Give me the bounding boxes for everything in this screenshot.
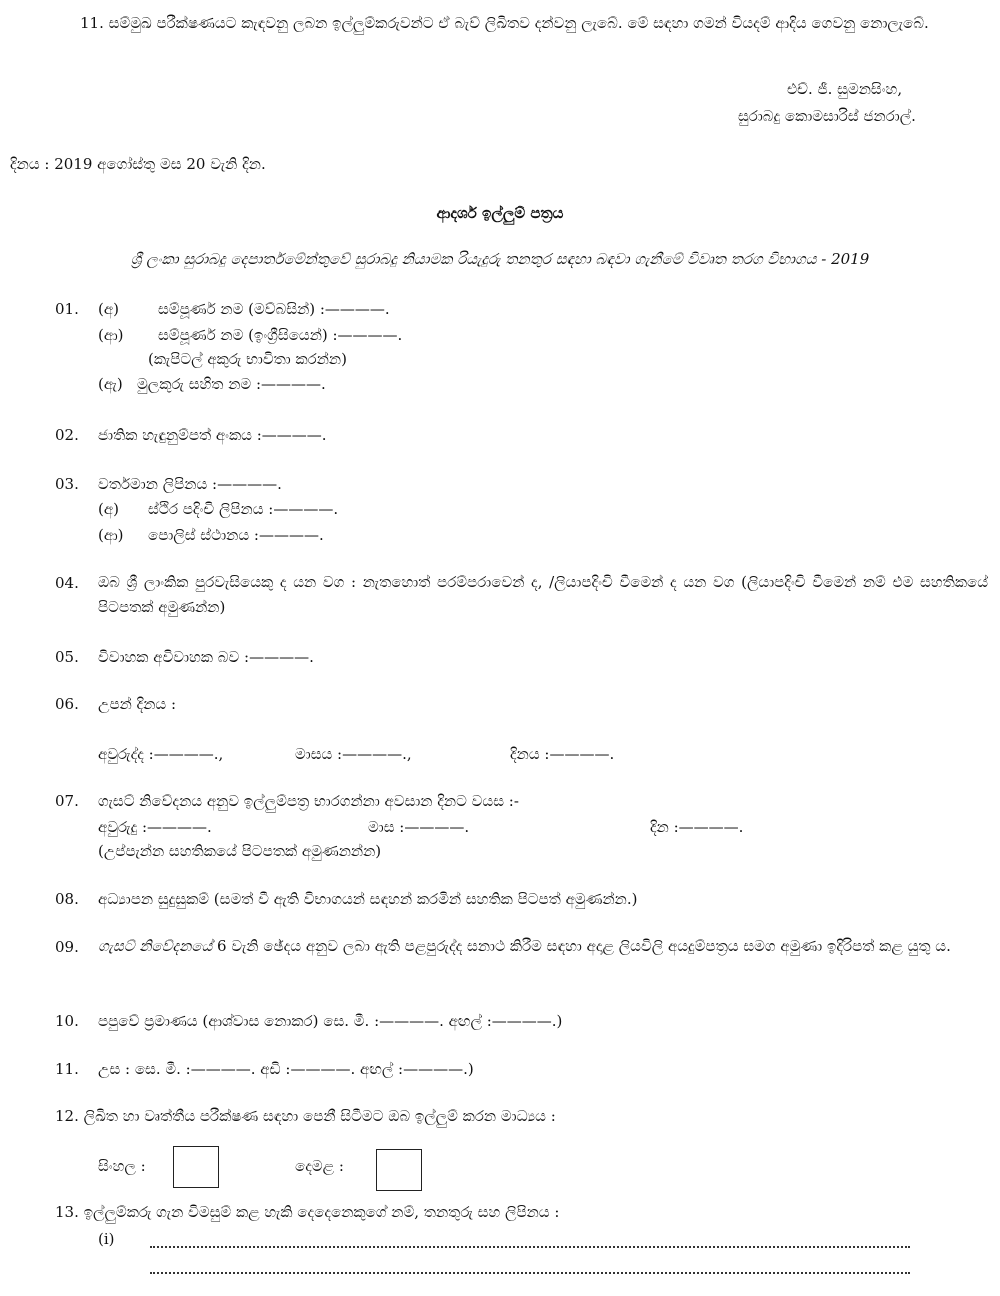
referee-1-line-2[interactable] bbox=[150, 1272, 910, 1274]
item-12-tamil-label: දෙමළ : bbox=[295, 1157, 344, 1175]
item-09-gazette: ගැසට් නිවේදනයේ bbox=[98, 937, 213, 955]
item-09-text: 6 වැනි ඡේදය අනුව ලබා ඇති පළපුරුද්ද සනාථ කිරීම සඳහා අදාළ ලියවිලි අයදුම්පත්‍රය සමග අමුණා ඉදිරිපත් කළ යුතු ය. bbox=[212, 937, 951, 955]
referee-1-line-1[interactable] bbox=[150, 1246, 910, 1248]
item-06-day: දිනය :————. bbox=[510, 745, 615, 763]
item-13-i-tag: (i) bbox=[98, 1230, 115, 1248]
item-01-ae-tag: (ඇ) bbox=[98, 375, 123, 393]
item-03-a-tag: (අ) bbox=[98, 500, 119, 518]
item-07-years: අවුරුදු :————. bbox=[98, 818, 212, 836]
item-03-aa-tag: (ආ) bbox=[98, 526, 124, 544]
item-06-year: අවුරුද්ද :————., bbox=[98, 745, 224, 763]
item-07-number: 07. bbox=[55, 792, 79, 810]
item-01-aa-note: (කැපිටල් අකුරු භාවිතා කරන්න) bbox=[148, 350, 347, 368]
item-12-sinhala-label: සිංහල : bbox=[98, 1157, 146, 1175]
item-03-number: 03. bbox=[55, 475, 79, 493]
item-07-age: ගැසට් නිවේදනය අනුව ඉල්ලුම්පත්‍ර භාරගන්නා අවසාන දිනට වයස :- bbox=[98, 792, 519, 810]
form-title: ආදර්ශ ඉල්ලුම් පත්‍රය bbox=[436, 204, 564, 222]
item-07-months: මාස :————. bbox=[368, 818, 470, 836]
item-05-number: 05. bbox=[55, 648, 79, 666]
item-07-days: දින :————. bbox=[650, 818, 744, 836]
item-05-civil-status: විවාහක අවිවාහක බව :————. bbox=[98, 648, 314, 666]
item-06-month: මාසය :————., bbox=[295, 745, 412, 763]
item-04-number: 04. bbox=[55, 574, 79, 592]
item-12-medium: 12. ලිඛිත හා වෘත්තීය පරීක්ෂණ සඳහා පෙනී සිටීමට ඔබ ඉල්ලුම් කරන මාධ්‍යය : bbox=[55, 1107, 556, 1125]
item-08-qualifications: අධ්‍යාපන සුදුසුකම් (සමත් වී ඇති විභාගයන් සඳහන් කරමින් සහතික පිටපත් අමුණන්න.) bbox=[98, 890, 638, 908]
item-10-chest: පපුවේ ප්‍රමාණය (ආශ්වාස නොකර) සෙ. මී. :————. අඟල් :————.) bbox=[98, 1012, 563, 1030]
item-03-current-address: වර්තමාන ලිපිනය :————. bbox=[98, 475, 282, 493]
item-01-aa-full-name-english: සම්පූර්ණ නම (ඉංග්‍රීසියෙන්) :————. bbox=[158, 326, 403, 344]
item-13-referees: 13. ඉල්ලුම්කරු ගැන විමසුම් කළ හැකි දෙදෙනෙකුගේ නම්, තනතුරු සහ ලිපිනය : bbox=[55, 1203, 560, 1221]
item-03-a-permanent-address: ස්ථිර පදිංචි ලිපිනය :————. bbox=[148, 500, 339, 518]
signer-title: සුරාබදු කොමසාරිස් ජනරාල්. bbox=[738, 107, 916, 125]
item-06-number: 06. bbox=[55, 695, 79, 713]
item-09-number: 09. bbox=[55, 938, 79, 956]
signer-name: එච්. ජී. සුමනසිංහ, bbox=[787, 80, 903, 98]
item-01-number: 01. bbox=[55, 300, 79, 318]
item-01-a-tag: (අ) bbox=[98, 300, 119, 318]
sinhala-checkbox[interactable] bbox=[173, 1146, 219, 1188]
item-09-experience bbox=[98, 934, 988, 959]
item-03-aa-police-station: පොලිස් ස්ථානය :————. bbox=[148, 526, 324, 544]
item-08-number: 08. bbox=[55, 890, 79, 908]
item-11-height: උස : සෙ. මී. :————. අඩි :————. අඟල් :————.) bbox=[98, 1060, 474, 1078]
item-11-number: 11. bbox=[55, 1060, 79, 1078]
item-04-citizenship: ඔබ ශ්‍රී ලාංකික පුරවැසියෙකු ද යන වග : නැතහොත් පරම්පරාවෙන් ද, /ලියාපදිංචි වීමෙන් ද යන වග (ලියාපදිංචි වීමෙන් නම් එම සහතිකයේ පිටපතක් අමුණන්න) bbox=[98, 573, 988, 616]
item-01-a-full-name-sinhala: සම්පූර්ණ නම (මව්බසින්) :————. bbox=[158, 300, 390, 318]
document-date: දිනය : 2019 අගෝස්තු මස 20 වැනි දින. bbox=[10, 155, 266, 173]
tamil-checkbox[interactable] bbox=[376, 1149, 422, 1191]
item-02-number: 02. bbox=[55, 426, 79, 444]
item-07-note: (උප්පැන්න සහතිකයේ පිටපතක් අමුණනන්න) bbox=[98, 842, 382, 860]
item-10-number: 10. bbox=[55, 1012, 79, 1030]
item-02-nic-number: ජාතික හැඳුනුම්පත් අංකය :————. bbox=[98, 426, 327, 444]
paragraph-11: 11. සම්මුඛ පරීක්ෂණයට කැඳවනු ලබන ඉල්ලුම්කරුවන්ට ඒ බැව් ලිඛිතව දන්වනු ලැබේ. මේ සඳහා ගමන් වියදම් ආදිය ගෙවනු නොලැබේ. bbox=[80, 14, 929, 32]
form-subtitle: ශ්‍රී ලංකා සුරාබදු දෙපාර්තමේන්තුවේ සුරාබදු නියාමක රියැදුරු තනතුර සඳහා බඳවා ගැනීමේ විවෘත තරග විභාගය - 2019 bbox=[130, 250, 870, 268]
item-01-ae-name-with-initials: මුලකුරු සහිත නම :————. bbox=[137, 375, 326, 393]
item-01-aa-tag: (ආ) bbox=[98, 326, 124, 344]
item-06-date-of-birth: උපන් දිනය : bbox=[98, 695, 176, 713]
